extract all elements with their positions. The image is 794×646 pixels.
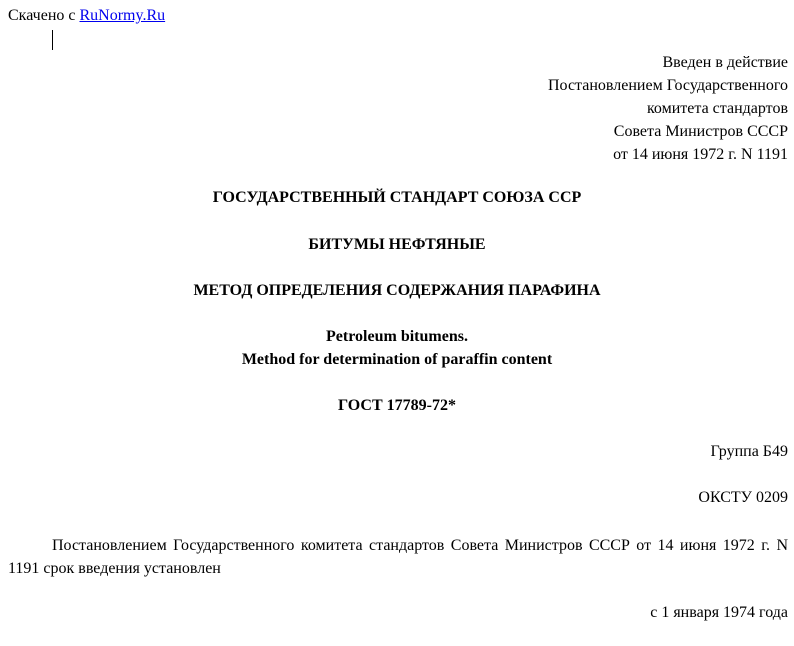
introduction-block <box>548 51 788 166</box>
intro-line: Постановлением Государственного <box>548 77 788 94</box>
group-code: Группа Б49 <box>710 443 788 460</box>
effective-date: с 1 января 1974 года <box>650 604 788 621</box>
intro-line: Введен в действие <box>662 54 788 71</box>
text-cursor <box>52 30 53 50</box>
intro-line: Совета Министров СССР <box>613 123 788 140</box>
gost-number: ГОСТ 17789-72* <box>338 397 456 414</box>
okstu-code: ОКСТУ 0209 <box>698 489 788 506</box>
effective-paragraph: Постановлением Государственного комитета стандартов Совета Министров СССР от 14 июня 1972 г. N 1191 срок введения установлен <box>8 537 788 577</box>
intro-line: комитета стандартов <box>646 100 788 117</box>
english-title-line1: Petroleum bitumens. <box>326 328 468 345</box>
english-title-line2: Method for determination of paraffin content <box>241 351 553 368</box>
state-standard-heading: ГОСУДАРСТВЕННЫЙ СТАНДАРТ СОЮЗА ССР <box>212 189 582 206</box>
method-heading: МЕТОД ОПРЕДЕЛЕНИЯ СОДЕРЖАНИЯ ПАРАФИНА <box>193 282 601 299</box>
source-link[interactable]: RuNormy.Ru <box>79 7 166 24</box>
product-heading: БИТУМЫ НЕФТЯНЫЕ <box>308 236 486 253</box>
intro-line: от 14 июня 1972 г. N 1191 <box>613 146 788 163</box>
source-prefix: Скачено с <box>8 7 80 24</box>
source-line <box>8 6 165 26</box>
